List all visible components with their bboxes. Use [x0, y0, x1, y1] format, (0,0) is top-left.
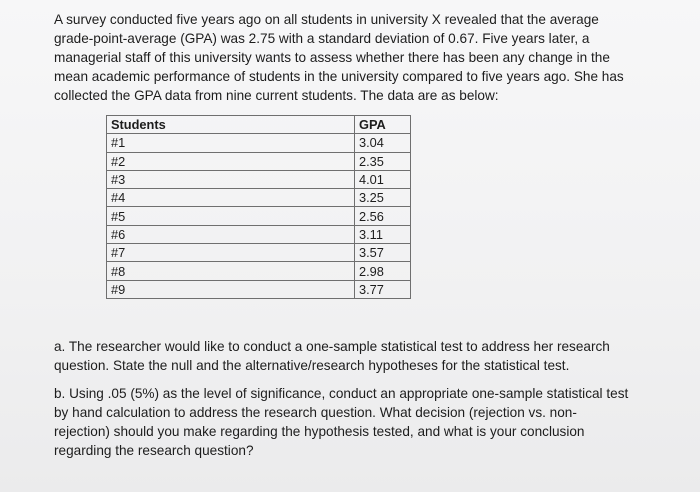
table-row — [107, 170, 411, 188]
table-row — [107, 225, 411, 243]
student-cell: #4 — [107, 189, 355, 207]
intro-line: managerial staff of this university wants to assess whether there has been any change in the — [54, 50, 610, 65]
table-row — [107, 262, 411, 280]
table-row — [107, 189, 411, 207]
student-cell: #3 — [107, 170, 355, 188]
gpa-table — [106, 115, 411, 299]
student-cell: #8 — [107, 262, 355, 280]
question-a-line: a. The researcher would like to conduct a one-sample statistical test to address her research — [54, 339, 610, 354]
header-gpa: GPA — [355, 116, 411, 134]
student-cell: #7 — [107, 244, 355, 262]
gpa-cell: 3.04 — [355, 134, 411, 152]
gpa-cell: 2.35 — [355, 152, 411, 170]
intro-line: grade-point-average (GPA) was 2.75 with a standard deviation of 0.67. Five years later, a — [54, 31, 590, 46]
question-b-line: rejection) should you make regarding the hypothesis tested, and what is your conclusion — [54, 424, 585, 439]
question-a-line: question. State the null and the alternative/research hypotheses for the statistical test. — [54, 358, 570, 373]
gpa-cell: 4.01 — [355, 170, 411, 188]
table-header-row — [107, 116, 411, 134]
gpa-cell: 3.57 — [355, 244, 411, 262]
table-row — [107, 152, 411, 170]
student-cell: #5 — [107, 207, 355, 225]
gpa-cell: 2.56 — [355, 207, 411, 225]
question-b-line: b. Using .05 (5%) as the level of significance, conduct an appropriate one-sample statistical test — [54, 386, 629, 401]
table-row — [107, 207, 411, 225]
intro-line: A survey conducted five years ago on all students in university X revealed that the average — [54, 12, 599, 27]
question-b-line: by hand calculation to address the research question. What decision (rejection vs. non- — [54, 405, 577, 420]
question-b-line: regarding the research question? — [54, 443, 254, 458]
intro-line: mean academic performance of students in the university compared to five years ago. She has — [54, 69, 624, 84]
student-cell: #9 — [107, 280, 355, 298]
question-b — [54, 384, 654, 460]
table-row — [107, 134, 411, 152]
gpa-cell: 3.25 — [355, 189, 411, 207]
gpa-cell: 2.98 — [355, 262, 411, 280]
header-students: Students — [107, 116, 355, 134]
student-cell: #1 — [107, 134, 355, 152]
gpa-cell: 3.77 — [355, 280, 411, 298]
table-row — [107, 280, 411, 298]
student-cell: #2 — [107, 152, 355, 170]
intro-paragraph — [54, 10, 654, 105]
student-cell: #6 — [107, 225, 355, 243]
intro-line: collected the GPA data from nine current students. The data are as below: — [54, 88, 499, 103]
question-a — [54, 337, 654, 375]
gpa-cell: 3.11 — [355, 225, 411, 243]
table-row — [107, 244, 411, 262]
